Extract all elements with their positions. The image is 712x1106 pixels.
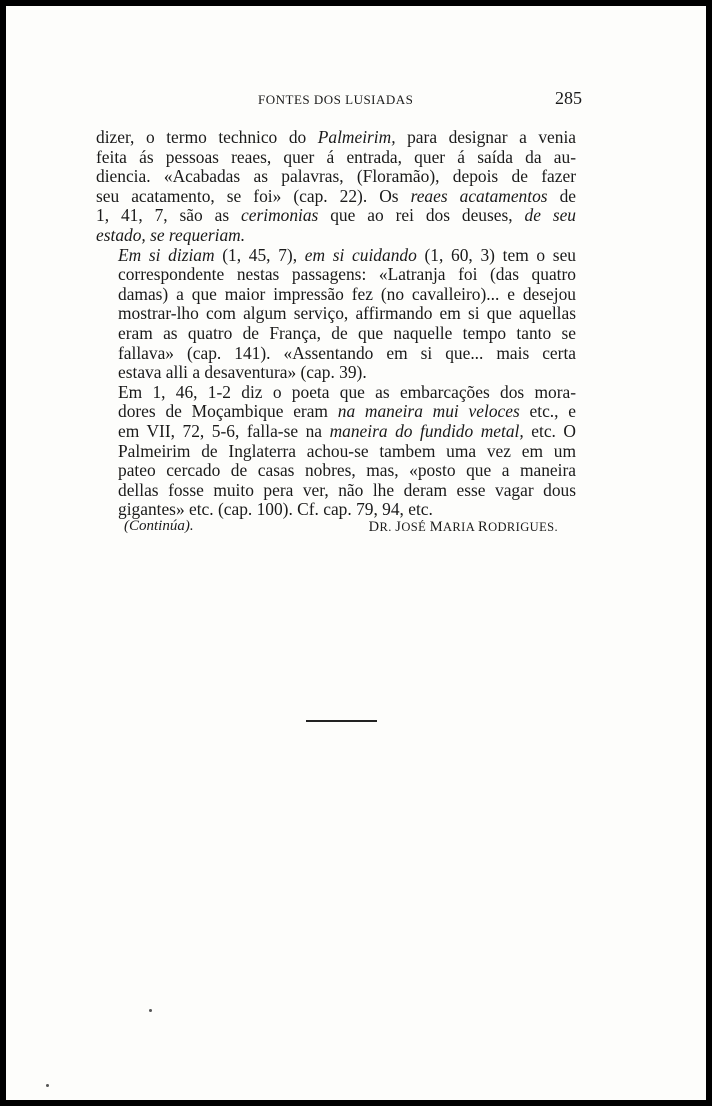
text-line: fallava» (cap. 141). «Assentando em si que... mais certa <box>118 342 576 363</box>
text-line: Em 1, 46, 1-2 diz o poeta que as embarcações dos mora- <box>118 381 576 402</box>
running-head <box>96 90 582 112</box>
text-line: pateo cercado de casas nobres, mas, «posto que a maneira <box>118 460 576 481</box>
paper-speck <box>149 1009 152 1012</box>
paragraph-3 <box>96 383 576 520</box>
text-line: estado, se requeriam. <box>96 224 246 245</box>
text-line: eram as quatro de França, de que naquelle tempo tanto se <box>118 322 576 343</box>
text-line: gigantes» etc. (cap. 100). Cf. cap. 79, 94, etc. <box>118 499 433 520</box>
page <box>6 6 706 1100</box>
running-title: FONTES DOS LUSIADAS <box>258 92 414 107</box>
text-line: diencia. «Acabadas as palavras, (Floramão), depois de fazer <box>96 166 576 187</box>
text-line: damas) a que maior impressão fez (no cavalleiro)... e desejou <box>118 283 576 304</box>
text-line: 1, 41, 7, são as cerimonias que ao rei dos deuses, de seu <box>96 205 577 226</box>
text-line: feita ás pessoas reaes, quer á entrada, quer á saída da au- <box>96 146 576 167</box>
paragraph-2 <box>96 246 576 383</box>
text-line: estava alli a desaventura» (cap. 39). <box>118 362 367 383</box>
text-line: dizer, o termo technico do Palmeirim, para designar a venia <box>96 127 577 147</box>
text-line: mostrar-lho com algum serviço, affirmando em si que aquellas <box>118 303 576 324</box>
continua-note: (Continúa). <box>124 518 194 534</box>
paragraph-1 <box>96 128 576 246</box>
text-line: Em si diziam (1, 45, 7), em si cuidando (1, 60, 3) tem o seu <box>118 244 576 265</box>
text-line: seu acatamento, se foi» (cap. 22). Os reaes acatamentos de <box>96 185 576 206</box>
end-rule <box>306 720 377 722</box>
text-line: Palmeirim de Inglaterra achou-se tambem uma vez em um <box>118 440 576 461</box>
signoff <box>124 518 558 538</box>
page-number: 285 <box>555 88 582 108</box>
body-text <box>96 128 576 520</box>
text-line: correspondente nestas passagens: «Latranja foi (das quatro <box>118 264 576 285</box>
text-line: dores de Moçambique eram na maneira mui veloces etc., e <box>118 401 576 422</box>
text-line: em VII, 72, 5-6, falla-se na maneira do fundido metal, etc. O <box>118 420 576 441</box>
paper-speck <box>46 1084 49 1087</box>
text-line: dellas fosse muito pera ver, não lhe deram esse vagar dous <box>118 479 576 500</box>
author-signature: DR. JOSÉ MARIA RODRIGUES. <box>368 519 558 535</box>
